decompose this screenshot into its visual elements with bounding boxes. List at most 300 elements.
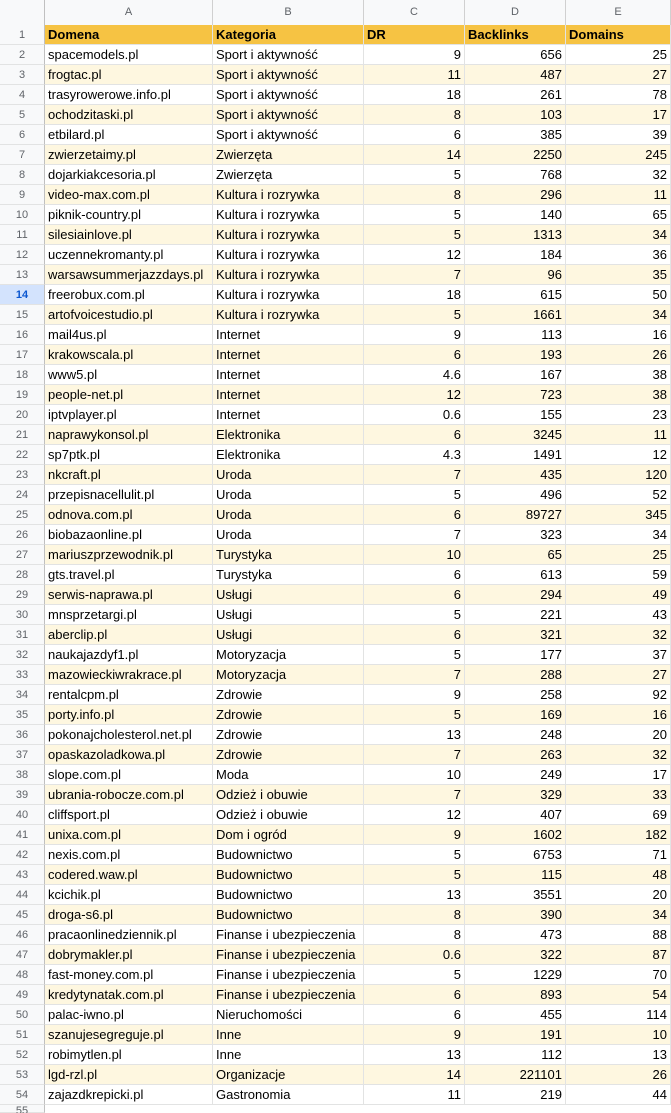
cell-backlinks[interactable]: 140 [465,205,566,225]
cell-domains[interactable]: 27 [566,65,671,85]
cell-kategoria[interactable]: Kultura i rozrywka [213,225,364,245]
cell-kategoria[interactable]: Kultura i rozrywka [213,205,364,225]
cell-kategoria[interactable]: Internet [213,405,364,425]
cell-dr[interactable]: 5 [364,165,465,185]
row-number[interactable]: 48 [0,965,45,985]
cell-dr[interactable]: 5 [364,485,465,505]
cell-domains[interactable]: 48 [566,865,671,885]
cell-kategoria[interactable]: Sport i aktywność [213,105,364,125]
cell-backlinks[interactable]: 261 [465,85,566,105]
cell-dr[interactable]: 5 [364,865,465,885]
cell-backlinks[interactable]: 1491 [465,445,566,465]
row-number[interactable]: 1 [0,25,45,45]
cell-dr[interactable]: 5 [364,965,465,985]
row-number[interactable]: 15 [0,305,45,325]
cell-domena[interactable]: www5.pl [45,365,213,385]
cell-domena[interactable]: lgd-rzl.pl [45,1065,213,1085]
row-number[interactable]: 4 [0,85,45,105]
cell-domena[interactable]: fast-money.com.pl [45,965,213,985]
cell-domains[interactable]: 12 [566,445,671,465]
column-header-e[interactable]: E [566,0,671,25]
cell-domena[interactable]: mail4us.pl [45,325,213,345]
cell-domains[interactable]: 44 [566,1085,671,1105]
cell-backlinks[interactable]: 435 [465,465,566,485]
cell-domena[interactable]: dobrymakler.pl [45,945,213,965]
cell-dr[interactable]: 5 [364,845,465,865]
cell-kategoria[interactable]: Usługi [213,625,364,645]
row-number[interactable]: 52 [0,1045,45,1065]
cell-dr[interactable]: 5 [364,305,465,325]
row-number[interactable]: 23 [0,465,45,485]
cell-domains[interactable]: 37 [566,645,671,665]
cell-backlinks[interactable]: 169 [465,705,566,725]
cell-domains[interactable]: 39 [566,125,671,145]
cell-dr[interactable]: 8 [364,105,465,125]
row-number[interactable]: 30 [0,605,45,625]
row-number[interactable]: 18 [0,365,45,385]
cell-kategoria[interactable]: Finanse i ubezpieczenia [213,945,364,965]
cell-domena[interactable]: kredytynatak.com.pl [45,985,213,1005]
cell-kategoria[interactable]: Moda [213,765,364,785]
cell-backlinks[interactable]: 1229 [465,965,566,985]
cell-domains[interactable]: 65 [566,205,671,225]
cell-dr[interactable]: 11 [364,65,465,85]
cell-kategoria[interactable]: Finanse i ubezpieczenia [213,925,364,945]
cell-domains[interactable]: 87 [566,945,671,965]
cell-kategoria[interactable]: Motoryzacja [213,645,364,665]
cell-domena[interactable]: people-net.pl [45,385,213,405]
cell-domains[interactable]: 34 [566,905,671,925]
row-number[interactable]: 27 [0,545,45,565]
cell-domains[interactable]: 32 [566,745,671,765]
cell-backlinks[interactable]: 1602 [465,825,566,845]
cell-backlinks[interactable]: 329 [465,785,566,805]
row-number[interactable]: 9 [0,185,45,205]
row-number[interactable]: 12 [0,245,45,265]
cell-domains[interactable]: 11 [566,425,671,445]
cell-domena[interactable]: artofvoicestudio.pl [45,305,213,325]
cell-kategoria[interactable]: Inne [213,1025,364,1045]
cell-dr[interactable]: 10 [364,765,465,785]
cell-domains[interactable]: 33 [566,785,671,805]
row-number[interactable]: 19 [0,385,45,405]
cell-backlinks[interactable]: 103 [465,105,566,125]
cell-dr[interactable]: 8 [364,905,465,925]
cell-domains[interactable]: 54 [566,985,671,1005]
cell-backlinks[interactable]: 407 [465,805,566,825]
select-all-corner[interactable] [0,0,45,25]
cell-domains[interactable]: 16 [566,705,671,725]
row-number[interactable]: 39 [0,785,45,805]
cell-kategoria[interactable]: Finanse i ubezpieczenia [213,965,364,985]
cell-domena[interactable]: freerobux.com.pl [45,285,213,305]
cell-domains[interactable]: 34 [566,525,671,545]
cell-domena[interactable]: biobazaonline.pl [45,525,213,545]
cell-domena[interactable]: piknik-country.pl [45,205,213,225]
cell-dr[interactable]: 5 [364,225,465,245]
row-number[interactable]: 24 [0,485,45,505]
cell-domains[interactable]: 38 [566,385,671,405]
cell-domena[interactable]: frogtac.pl [45,65,213,85]
row-number[interactable]: 38 [0,765,45,785]
cell-backlinks[interactable]: 177 [465,645,566,665]
cell-dr[interactable]: 12 [364,245,465,265]
cell-dr[interactable]: 14 [364,145,465,165]
header-cell-domena[interactable]: Domena [45,25,213,45]
cell-domena[interactable]: rentalcpm.pl [45,685,213,705]
cell-domains[interactable]: 52 [566,485,671,505]
cell-backlinks[interactable]: 321 [465,625,566,645]
cell-domena[interactable]: trasyrowerowe.info.pl [45,85,213,105]
cell-domena[interactable]: pracaonlinedziennik.pl [45,925,213,945]
cell-domena[interactable]: opaskazoladkowa.pl [45,745,213,765]
column-header-b[interactable]: B [213,0,364,25]
row-number[interactable]: 3 [0,65,45,85]
cell-kategoria[interactable]: Sport i aktywność [213,45,364,65]
row-number[interactable]: 40 [0,805,45,825]
cell-dr[interactable]: 18 [364,85,465,105]
cell-domena[interactable]: warsawsummerjazzdays.pl [45,265,213,285]
cell-backlinks[interactable]: 167 [465,365,566,385]
cell-backlinks[interactable]: 249 [465,765,566,785]
cell-backlinks[interactable]: 385 [465,125,566,145]
cell-dr[interactable]: 11 [364,1085,465,1105]
cell-dr[interactable]: 7 [364,745,465,765]
cell-backlinks[interactable]: 193 [465,345,566,365]
row-number[interactable]: 17 [0,345,45,365]
cell-backlinks[interactable]: 296 [465,185,566,205]
cell-domena[interactable]: sp7ptk.pl [45,445,213,465]
cell-domena[interactable]: silesiainlove.pl [45,225,213,245]
cell-backlinks[interactable]: 219 [465,1085,566,1105]
row-number[interactable]: 14 [0,285,45,305]
cell-kategoria[interactable]: Zdrowie [213,705,364,725]
cell-domains[interactable]: 120 [566,465,671,485]
cell-domains[interactable]: 88 [566,925,671,945]
cell-backlinks[interactable]: 6753 [465,845,566,865]
row-number[interactable]: 42 [0,845,45,865]
row-number[interactable]: 20 [0,405,45,425]
cell-backlinks[interactable]: 656 [465,45,566,65]
cell-dr[interactable]: 5 [364,605,465,625]
cell-domains[interactable]: 11 [566,185,671,205]
cell-dr[interactable]: 5 [364,645,465,665]
header-cell-dr[interactable]: DR [364,25,465,45]
header-cell-domains[interactable]: Domains [566,25,671,45]
cell-backlinks[interactable]: 768 [465,165,566,185]
cell-kategoria[interactable]: Inne [213,1045,364,1065]
cell-domains[interactable]: 43 [566,605,671,625]
cell-domena[interactable]: iptvplayer.pl [45,405,213,425]
cell-domains[interactable]: 59 [566,565,671,585]
row-number[interactable]: 34 [0,685,45,705]
cell-dr[interactable]: 0.6 [364,945,465,965]
cell-domena[interactable]: aberclip.pl [45,625,213,645]
cell-kategoria[interactable]: Zdrowie [213,745,364,765]
cell-kategoria[interactable]: Zdrowie [213,725,364,745]
row-number[interactable]: 49 [0,985,45,1005]
cell-dr[interactable]: 6 [364,125,465,145]
cell-domains[interactable]: 17 [566,105,671,125]
cell-domena[interactable]: ubrania-robocze.com.pl [45,785,213,805]
cell-dr[interactable]: 4.6 [364,365,465,385]
row-number[interactable]: 16 [0,325,45,345]
cell-domena[interactable]: robimytlen.pl [45,1045,213,1065]
cell-domains[interactable]: 71 [566,845,671,865]
cell-domena[interactable]: unixa.com.pl [45,825,213,845]
cell-backlinks[interactable]: 221 [465,605,566,625]
cell-domena[interactable]: etbilard.pl [45,125,213,145]
cell-domains[interactable]: 38 [566,365,671,385]
cell-domains[interactable]: 26 [566,1065,671,1085]
cell-dr[interactable]: 5 [364,705,465,725]
cell-backlinks[interactable]: 221101 [465,1065,566,1085]
cell-domena[interactable]: palac-iwno.pl [45,1005,213,1025]
cell-kategoria[interactable]: Elektronika [213,425,364,445]
cell-domena[interactable]: szanujesegreguje.pl [45,1025,213,1045]
row-number[interactable]: 44 [0,885,45,905]
row-number[interactable]: 5 [0,105,45,125]
cell-dr[interactable]: 6 [364,345,465,365]
cell-backlinks[interactable]: 723 [465,385,566,405]
row-number[interactable]: 47 [0,945,45,965]
cell-kategoria[interactable]: Usługi [213,585,364,605]
cell-domena[interactable]: zwierzetaimy.pl [45,145,213,165]
cell-domena[interactable]: nkcraft.pl [45,465,213,485]
row-number[interactable]: 10 [0,205,45,225]
cell-domains[interactable]: 92 [566,685,671,705]
row-number[interactable]: 2 [0,45,45,65]
cell-kategoria[interactable]: Internet [213,365,364,385]
cell-kategoria[interactable]: Odzież i obuwie [213,805,364,825]
cell-domains[interactable]: 13 [566,1045,671,1065]
cell-backlinks[interactable]: 263 [465,745,566,765]
cell-dr[interactable]: 4.3 [364,445,465,465]
cell-backlinks[interactable]: 1313 [465,225,566,245]
cell-domena[interactable]: kcichik.pl [45,885,213,905]
cell-domena[interactable]: nexis.com.pl [45,845,213,865]
cell-kategoria[interactable]: Internet [213,385,364,405]
cell-dr[interactable]: 9 [364,325,465,345]
cell-domena[interactable]: droga-s6.pl [45,905,213,925]
cell-domains[interactable]: 25 [566,545,671,565]
cell-backlinks[interactable]: 487 [465,65,566,85]
cell-kategoria[interactable]: Finanse i ubezpieczenia [213,985,364,1005]
cell-backlinks[interactable]: 288 [465,665,566,685]
cell-domena[interactable]: mazowieckiwrakrace.pl [45,665,213,685]
row-number[interactable]: 11 [0,225,45,245]
cell-domena[interactable]: spacemodels.pl [45,45,213,65]
cell-domena[interactable]: przepisnacellulit.pl [45,485,213,505]
cell-backlinks[interactable]: 89727 [465,505,566,525]
cell-backlinks[interactable]: 258 [465,685,566,705]
cell-dr[interactable]: 6 [364,1005,465,1025]
cell-dr[interactable]: 13 [364,725,465,745]
row-number[interactable]: 55 [0,1105,45,1113]
cell-dr[interactable]: 7 [364,665,465,685]
cell-backlinks[interactable]: 3551 [465,885,566,905]
cell-domena[interactable]: porty.info.pl [45,705,213,725]
cell-domena[interactable]: odnova.com.pl [45,505,213,525]
cell-kategoria[interactable]: Gastronomia [213,1085,364,1105]
row-number[interactable]: 37 [0,745,45,765]
cell-domains[interactable]: 34 [566,225,671,245]
cell-domains[interactable]: 10 [566,1025,671,1045]
cell-kategoria[interactable]: Motoryzacja [213,665,364,685]
cell-kategoria[interactable]: Zwierzęta [213,165,364,185]
row-number[interactable]: 6 [0,125,45,145]
header-cell-backlinks[interactable]: Backlinks [465,25,566,45]
cell-backlinks[interactable]: 496 [465,485,566,505]
cell-kategoria[interactable]: Budownictwo [213,865,364,885]
cell-domena[interactable]: gts.travel.pl [45,565,213,585]
cell-dr[interactable]: 7 [364,265,465,285]
cell-domains[interactable]: 16 [566,325,671,345]
cell-kategoria[interactable]: Sport i aktywność [213,125,364,145]
cell-dr[interactable]: 8 [364,185,465,205]
cell-domains[interactable]: 26 [566,345,671,365]
cell-kategoria[interactable]: Zwierzęta [213,145,364,165]
cell-domena[interactable]: krakowscala.pl [45,345,213,365]
row-number[interactable]: 45 [0,905,45,925]
row-number[interactable]: 8 [0,165,45,185]
row-number[interactable]: 41 [0,825,45,845]
cell-domains[interactable]: 114 [566,1005,671,1025]
cell-backlinks[interactable]: 248 [465,725,566,745]
row-number[interactable]: 51 [0,1025,45,1045]
cell-domena[interactable]: codered.waw.pl [45,865,213,885]
cell-kategoria[interactable]: Elektronika [213,445,364,465]
cell-domains[interactable]: 25 [566,45,671,65]
cell-domains[interactable]: 20 [566,885,671,905]
cell-dr[interactable]: 13 [364,1045,465,1065]
row-number[interactable]: 21 [0,425,45,445]
cell-dr[interactable]: 13 [364,885,465,905]
cell-kategoria[interactable]: Kultura i rozrywka [213,265,364,285]
cell-backlinks[interactable]: 184 [465,245,566,265]
cell-kategoria[interactable]: Nieruchomości [213,1005,364,1025]
cell-backlinks[interactable]: 65 [465,545,566,565]
cell-kategoria[interactable]: Internet [213,345,364,365]
cell-dr[interactable]: 18 [364,285,465,305]
cell-domains[interactable]: 20 [566,725,671,745]
cell-backlinks[interactable]: 615 [465,285,566,305]
cell-backlinks[interactable]: 3245 [465,425,566,445]
cell-kategoria[interactable]: Budownictwo [213,905,364,925]
cell-backlinks[interactable]: 1661 [465,305,566,325]
cell-backlinks[interactable]: 390 [465,905,566,925]
cell-dr[interactable]: 6 [364,425,465,445]
cell-backlinks[interactable]: 2250 [465,145,566,165]
cell-backlinks[interactable]: 893 [465,985,566,1005]
cell-dr[interactable]: 9 [364,45,465,65]
column-header-a[interactable]: A [45,0,213,25]
cell-dr[interactable]: 12 [364,385,465,405]
cell-domena[interactable]: zajazdkrepicki.pl [45,1085,213,1105]
cell-domains[interactable]: 49 [566,585,671,605]
row-number[interactable]: 13 [0,265,45,285]
cell-dr[interactable]: 9 [364,685,465,705]
row-number[interactable]: 26 [0,525,45,545]
cell-dr[interactable]: 7 [364,785,465,805]
row-number[interactable]: 25 [0,505,45,525]
row-number[interactable]: 50 [0,1005,45,1025]
cell-dr[interactable]: 6 [364,985,465,1005]
cell-kategoria[interactable]: Turystyka [213,545,364,565]
cell-kategoria[interactable]: Usługi [213,605,364,625]
cell-domena[interactable]: cliffsport.pl [45,805,213,825]
cell-domena[interactable]: naukajazdyf1.pl [45,645,213,665]
header-cell-kategoria[interactable]: Kategoria [213,25,364,45]
cell-dr[interactable]: 6 [364,585,465,605]
row-number[interactable]: 29 [0,585,45,605]
cell-kategoria[interactable]: Kultura i rozrywka [213,305,364,325]
cell-dr[interactable]: 9 [364,1025,465,1045]
cell-domena[interactable]: dojarkiakcesoria.pl [45,165,213,185]
cell-dr[interactable]: 9 [364,825,465,845]
cell-dr[interactable]: 14 [364,1065,465,1085]
cell-kategoria[interactable]: Internet [213,325,364,345]
column-header-d[interactable]: D [465,0,566,25]
column-header-c[interactable]: C [364,0,465,25]
cell-kategoria[interactable]: Zdrowie [213,685,364,705]
cell-domena[interactable]: uczennekromanty.pl [45,245,213,265]
cell-backlinks[interactable]: 191 [465,1025,566,1045]
cell-domena[interactable]: ochodzitaski.pl [45,105,213,125]
cell-kategoria[interactable]: Turystyka [213,565,364,585]
cell-domains[interactable]: 35 [566,265,671,285]
cell-backlinks[interactable]: 294 [465,585,566,605]
cell-domena[interactable]: pokonajcholesterol.net.pl [45,725,213,745]
cell-domena[interactable]: mnsprzetargi.pl [45,605,213,625]
row-number[interactable]: 22 [0,445,45,465]
cell-backlinks[interactable]: 613 [465,565,566,585]
cell-domains[interactable]: 36 [566,245,671,265]
cell-kategoria[interactable]: Uroda [213,485,364,505]
row-number[interactable]: 43 [0,865,45,885]
cell-kategoria[interactable]: Organizacje [213,1065,364,1085]
cell-kategoria[interactable]: Uroda [213,525,364,545]
row-number[interactable]: 31 [0,625,45,645]
cell-dr[interactable]: 7 [364,465,465,485]
cell-kategoria[interactable]: Dom i ogród [213,825,364,845]
cell-backlinks[interactable]: 155 [465,405,566,425]
cell-kategoria[interactable]: Kultura i rozrywka [213,185,364,205]
cell-dr[interactable]: 6 [364,625,465,645]
cell-domains[interactable]: 17 [566,765,671,785]
cell-domena[interactable]: serwis-naprawa.pl [45,585,213,605]
cell-backlinks[interactable]: 96 [465,265,566,285]
row-number[interactable]: 33 [0,665,45,685]
row-number[interactable]: 54 [0,1085,45,1105]
cell-kategoria[interactable]: Budownictwo [213,845,364,865]
cell-dr[interactable]: 0.6 [364,405,465,425]
cell-domains[interactable]: 50 [566,285,671,305]
cell-domains[interactable]: 23 [566,405,671,425]
cell-dr[interactable]: 7 [364,525,465,545]
cell-domains[interactable]: 69 [566,805,671,825]
cell-dr[interactable]: 6 [364,505,465,525]
cell-domains[interactable]: 32 [566,165,671,185]
row-number[interactable]: 46 [0,925,45,945]
cell-domains[interactable]: 182 [566,825,671,845]
row-number[interactable]: 28 [0,565,45,585]
cell-domains[interactable]: 34 [566,305,671,325]
cell-backlinks[interactable]: 113 [465,325,566,345]
cell-backlinks[interactable]: 455 [465,1005,566,1025]
row-number[interactable]: 35 [0,705,45,725]
cell-kategoria[interactable]: Budownictwo [213,885,364,905]
